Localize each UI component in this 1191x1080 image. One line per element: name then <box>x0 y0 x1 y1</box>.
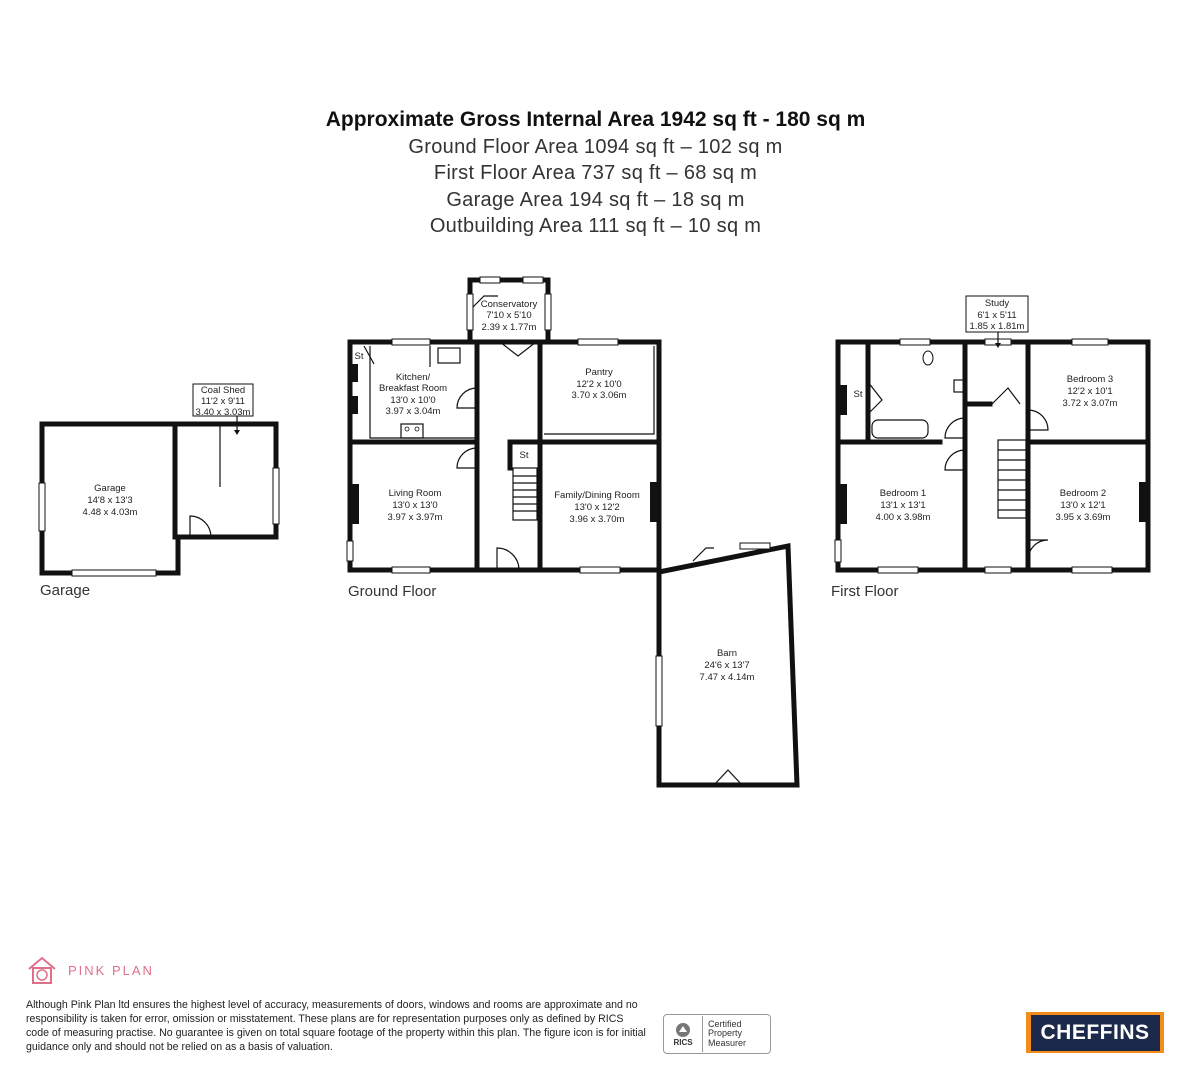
cheffins-logo <box>1026 1012 1164 1053</box>
house-logo-icon <box>26 954 58 986</box>
family-size-imperial: 13'0 x 12'2 <box>574 502 620 513</box>
room-labels <box>83 298 1118 683</box>
pink-plan-logo <box>26 954 154 986</box>
kitchen-size-metric: 3.97 x 3.04m <box>385 406 441 417</box>
bedroom1-size-metric: 4.00 x 3.98m <box>875 512 931 523</box>
kitchen-size-imperial: 13'0 x 10'0 <box>390 395 436 406</box>
living-name: Living Room <box>388 488 442 499</box>
barn-size-metric: 7.47 x 4.14m <box>699 672 755 683</box>
coal-shed-window <box>273 468 279 524</box>
conservatory-size-metric: 2.39 x 1.77m <box>481 322 537 333</box>
coal-shed-door <box>190 516 211 537</box>
garage-name: Garage <box>94 483 126 494</box>
page-title: Approximate Gross Internal Area 1942 sq ft - 180 sq m <box>325 108 866 131</box>
living-size-imperial: 13'0 x 13'0 <box>392 500 438 511</box>
rics-emblem-icon <box>674 1022 692 1038</box>
outbuilding-area: Outbuilding Area 111 sq ft – 10 sq m <box>429 215 762 237</box>
rics-line-3: Measurer <box>708 1037 747 1048</box>
garage-door <box>72 570 156 576</box>
coal-shed-size-metric: 3.40 x 3.03m <box>195 407 251 418</box>
bathroom-door <box>945 418 965 438</box>
garage-area: Garage Area 194 sq ft – 18 sq m <box>446 189 745 211</box>
rics-line-1: Certified <box>708 1018 742 1029</box>
bedroom3-name: Bedroom 3 <box>1066 374 1114 385</box>
kitchen-store-label: St <box>354 351 364 362</box>
coal-shed-name: Coal Shed <box>200 385 246 396</box>
bedroom1-size-imperial: 13'1 x 13'1 <box>880 500 926 511</box>
barn-name: Barn <box>716 648 738 659</box>
bedroom1-door <box>945 450 965 470</box>
pink-plan-wordmark: PINK PLAN <box>68 962 154 978</box>
kitchen-name-2: Breakfast Room <box>378 383 448 394</box>
bedroom3-size-metric: 3.72 x 3.07m <box>1062 398 1118 409</box>
pantry-name: Pantry <box>585 367 613 378</box>
study-size-imperial: 6'1 x 5'11 <box>977 310 1017 321</box>
garage-size-imperial: 14'8 x 13'3 <box>87 495 133 506</box>
bedroom2-door <box>1028 540 1048 560</box>
ground-floor-label: Ground Floor <box>348 583 437 600</box>
bedroom2-size-imperial: 13'0 x 12'1 <box>1060 500 1106 511</box>
study-door <box>992 388 1020 404</box>
kitchen-door <box>457 388 477 408</box>
family-name: Family/Dining Room <box>554 490 640 501</box>
pantry-size-metric: 3.70 x 3.06m <box>571 390 627 401</box>
bedroom1-name: Bedroom 1 <box>879 488 927 499</box>
first-floor-plan <box>835 296 1148 573</box>
bedroom2-name: Bedroom 2 <box>1059 488 1107 499</box>
bedroom2-size-metric: 3.95 x 3.69m <box>1055 512 1111 523</box>
conservatory-size-imperial: 7'10 x 5'10 <box>486 310 532 321</box>
kitchen-name-1: Kitchen/ <box>395 372 431 383</box>
ground-floor-area: Ground Floor Area 1094 sq ft – 102 sq m <box>408 136 783 158</box>
garage-size-metric: 4.48 x 4.03m <box>82 507 138 518</box>
landing-store-label: St <box>853 389 863 400</box>
rics-badge <box>663 1014 771 1054</box>
study-size-metric: 1.85 x 1.81m <box>969 321 1025 332</box>
disclaimer-text: Although Pink Plan ltd ensures the highest level of accuracy, measurements of doors, windows and rooms are approximate and no responsibility is taken for error, omission or misstatement. These plans are for representation purposes only as defined by RICS code of measuring practise. No guarantee is given on total square footage of the property within this plan. The figure icon is for initial guidance only and should not be relied on as a basis of valuation. <box>26 999 646 1053</box>
family-size-metric: 3.96 x 3.70m <box>569 514 625 525</box>
cheffins-wordmark: CHEFFINS <box>1031 1015 1160 1051</box>
coal-shed-size-imperial: 11'2 x 9'11 <box>201 396 245 407</box>
first-floor-area: First Floor Area 737 sq ft – 68 sq m <box>433 162 758 184</box>
hall-store-label: St <box>519 450 529 461</box>
barn-size-imperial: 24'6 x 13'7 <box>704 660 750 671</box>
conservatory-name: Conservatory <box>480 299 538 310</box>
pantry-size-imperial: 12'2 x 10'0 <box>576 379 622 390</box>
garage-window-west <box>39 483 45 531</box>
first-floor-label: First Floor <box>831 583 899 600</box>
garage-floor-label: Garage <box>40 582 91 599</box>
store-door <box>364 346 374 364</box>
bedroom3-door <box>1028 410 1048 430</box>
rics-line-2: Property <box>708 1028 743 1039</box>
living-room-door <box>457 448 477 468</box>
rics-name: RICS <box>673 1037 693 1047</box>
front-door <box>497 548 519 570</box>
living-size-metric: 3.97 x 3.97m <box>387 512 443 523</box>
bedroom3-size-imperial: 12'2 x 10'1 <box>1067 386 1113 397</box>
study-name: Study <box>984 298 1010 309</box>
